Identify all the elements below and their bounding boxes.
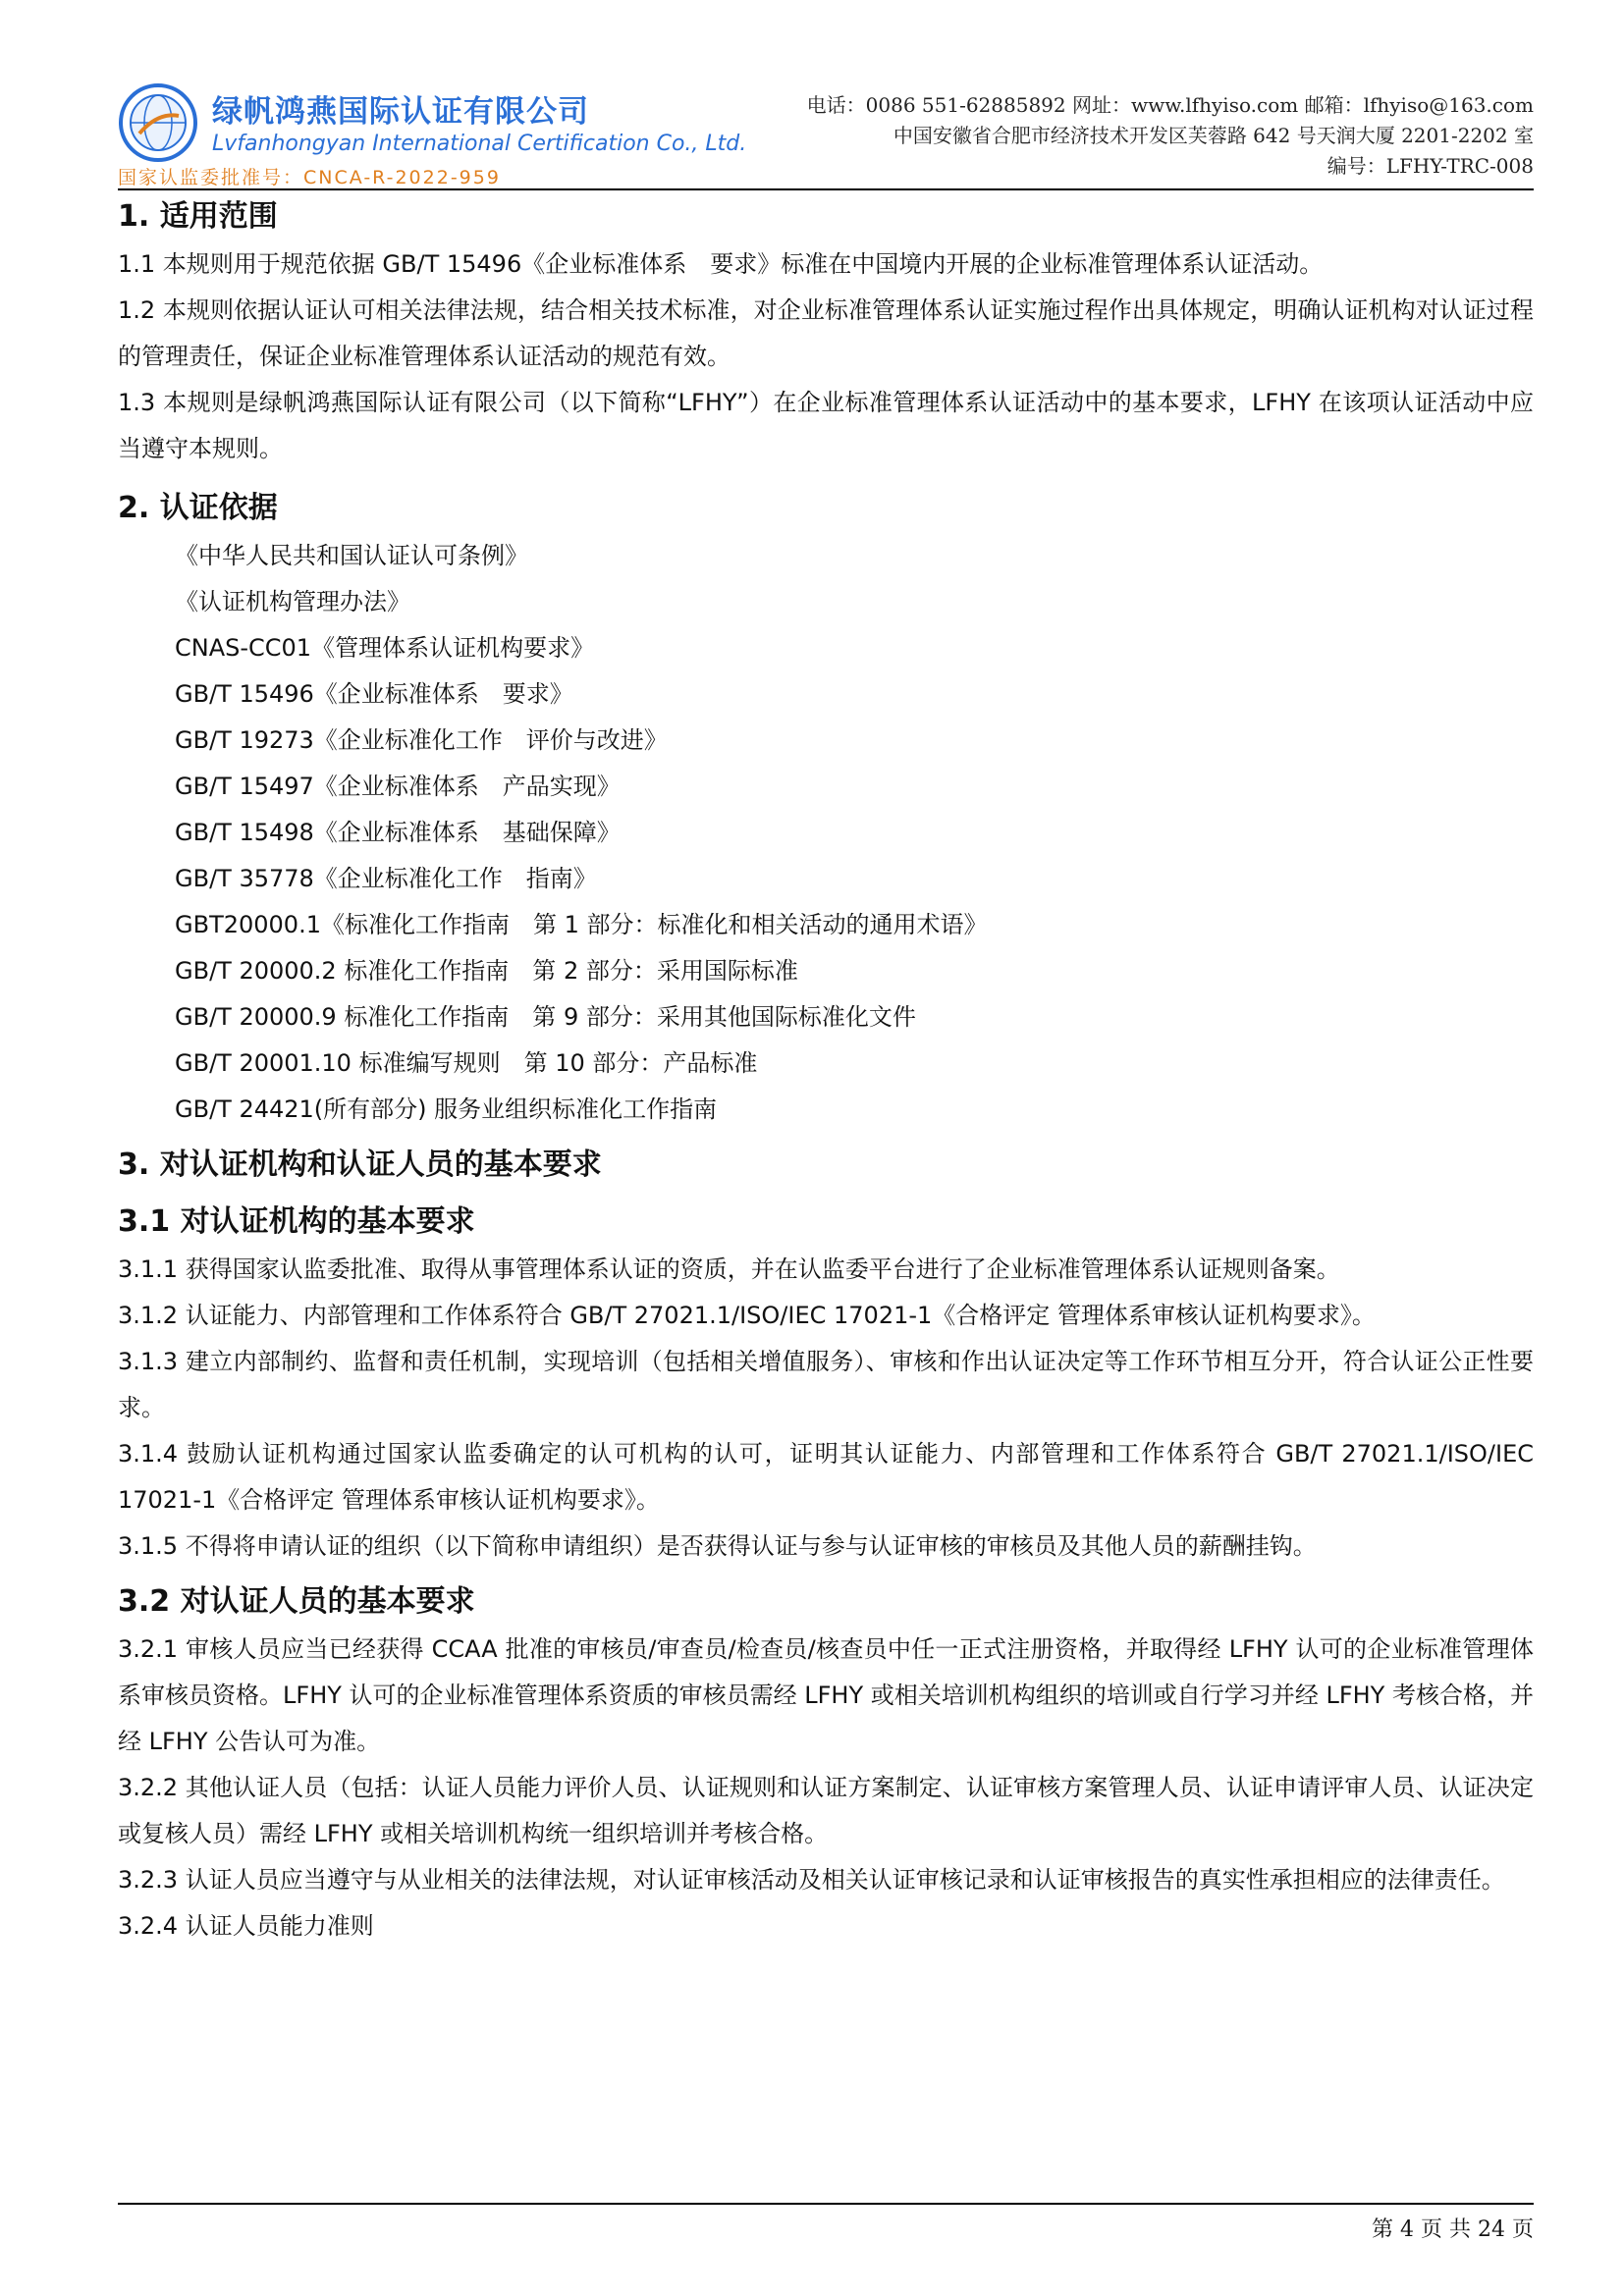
reference-item: GB/T 35778《企业标准化工作 指南》 xyxy=(175,865,597,892)
paragraph-3-2-3: 3.2.3 认证人员应当遵守与从业相关的法律法规，对认证审核活动及相关认证审核记录和认证审核报告的真实性承担相应的法律责任。 xyxy=(118,1866,1505,1894)
paragraph-1-2: 1.2 本规则依据认证认可相关法律法规，结合相关技术标准，对企业标准管理体系认证实施过程作出具体规定，明确认证机构对认证过程的管理责任，保证企业标准管理体系认证活动的规范有效。 xyxy=(118,296,1534,370)
reference-item: GB/T 19273《企业标准化工作 评价与改进》 xyxy=(175,726,668,754)
company-name-cn: 绿帆鸿燕国际认证有限公司 xyxy=(212,94,589,130)
company-name-en: Lvfanhongyan International Certification Co., Ltd. xyxy=(212,132,747,156)
paragraph-3-1-3: 3.1.3 建立内部制约、监督和责任机制，实现培训（包括相关增值服务）、审核和作出认证决定等工作环节相互分开，符合认证公正性要求。 xyxy=(118,1348,1534,1421)
address-line: 中国安徽省合肥市经济技术开发区芙蓉路 642 号天润大厦 2201-2202 室 xyxy=(893,124,1534,147)
registration-number: 国家认监委批准号：CNCA-R-2022-959 xyxy=(118,167,501,188)
page-number: 第 4 页 共 24 页 xyxy=(1372,2217,1534,2242)
reference-item: 《中华人民共和国认证认可条例》 xyxy=(175,542,528,569)
reference-item: GB/T 24421(所有部分) 服务业组织标准化工作指南 xyxy=(175,1095,718,1123)
section-3-1-title: 3.1 对认证机构的基本要求 xyxy=(118,1204,475,1239)
reference-item: GB/T 15498《企业标准体系 基础保障》 xyxy=(175,819,621,846)
reference-item: GB/T 20001.10 标准编写规则 第 10 部分：产品标准 xyxy=(175,1049,758,1077)
reference-item: GB/T 20000.2 标准化工作指南 第 2 部分：采用国际标准 xyxy=(175,957,798,985)
reference-item: GBT20000.1《标准化工作指南 第 1 部分：标准化和相关活动的通用术语》 xyxy=(175,911,988,938)
reference-item: 《认证机构管理办法》 xyxy=(175,588,410,615)
contact-block xyxy=(807,90,1534,182)
paragraph-3-2-2: 3.2.2 其他认证人员（包括：认证人员能力评价人员、认证规则和认证方案制定、认证审核方案管理人员、认证申请评审人员、认证决定或复核人员）需经 LFHY 或相关培训机构统一组织培训并考核合格。 xyxy=(118,1774,1534,1847)
section-1-title: 1. 适用范围 xyxy=(118,199,278,234)
reference-item: GB/T 20000.9 标准化工作指南 第 9 部分：采用其他国际标准化文件 xyxy=(175,1003,916,1031)
section-3-title: 3. 对认证机构和认证人员的基本要求 xyxy=(118,1148,602,1182)
paragraph-3-1-2: 3.1.2 认证能力、内部管理和工作体系符合 GB/T 27021.1/ISO/IEC 17021-1《合格评定 管理体系审核认证机构要求》。 xyxy=(118,1302,1376,1329)
paragraph-3-2-4: 3.2.4 认证人员能力准则 xyxy=(118,1912,374,1940)
reference-list xyxy=(118,533,1534,1133)
paragraph-1-1: 1.1 本规则用于规范依据 GB/T 15496《企业标准体系 要求》标准在中国境内开展的企业标准管理体系认证活动。 xyxy=(118,250,1324,278)
paragraph-1-3: 1.3 本规则是绿帆鸿燕国际认证有限公司（以下简称“LFHY”）在企业标准管理体系认证活动中的基本要求，LFHY 在该项认证活动中应当遵守本规则。 xyxy=(118,389,1534,462)
page-header xyxy=(118,77,1534,187)
section-3-2-title: 3.2 对认证人员的基本要求 xyxy=(118,1584,475,1619)
contact-line: 电话：0086 551-62885892 网址：www.lfhyiso.com 邮箱：lfhyiso@163.com xyxy=(806,93,1534,117)
globe-seal-logo xyxy=(118,82,198,163)
section-2-title: 2. 认证依据 xyxy=(118,491,278,525)
header-divider xyxy=(118,188,1534,190)
footer-divider xyxy=(118,2203,1534,2205)
paragraph-3-1-5: 3.1.5 不得将申请认证的组织（以下简称申请组织）是否获得认证与参与认证审核的审核员及其他人员的薪酬挂钩。 xyxy=(118,1532,1317,1560)
paragraph-3-1-4: 3.1.4 鼓励认证机构通过国家认监委确定的认可机构的认可，证明其认证能力、内部管理和工作体系符合 GB/T 27021.1/ISO/IEC 17021-1《合格评定 管理体系审核认证机构要求》。 xyxy=(118,1440,1534,1514)
paragraph-3-1-1: 3.1.1 获得国家认监委批准、取得从事管理体系认证的资质，并在认监委平台进行了企业标准管理体系认证规则备案。 xyxy=(118,1255,1340,1283)
reference-item: GB/T 15496《企业标准体系 要求》 xyxy=(175,680,573,708)
document-body xyxy=(118,192,1534,1949)
reference-item: CNAS-CC01《管理体系认证机构要求》 xyxy=(175,634,595,662)
reference-item: GB/T 15497《企业标准体系 产品实现》 xyxy=(175,773,621,800)
paragraph-3-2-1: 3.2.1 审核人员应当已经获得 CCAA 批准的审核员/审查员/检查员/核查员中任一正式注册资格，并取得经 LFHY 认可的企业标准管理体系审核员资格。LFHY 认可的企业标准管理体系资质的审核员需经 LFHY 或相关培训机构组织的培训或自行学习并经 LFHY 考核合格，并经 LFHY 公告认可为准。 xyxy=(118,1635,1534,1755)
document-number: 编号：LFHY-TRC-008 xyxy=(1326,154,1534,178)
